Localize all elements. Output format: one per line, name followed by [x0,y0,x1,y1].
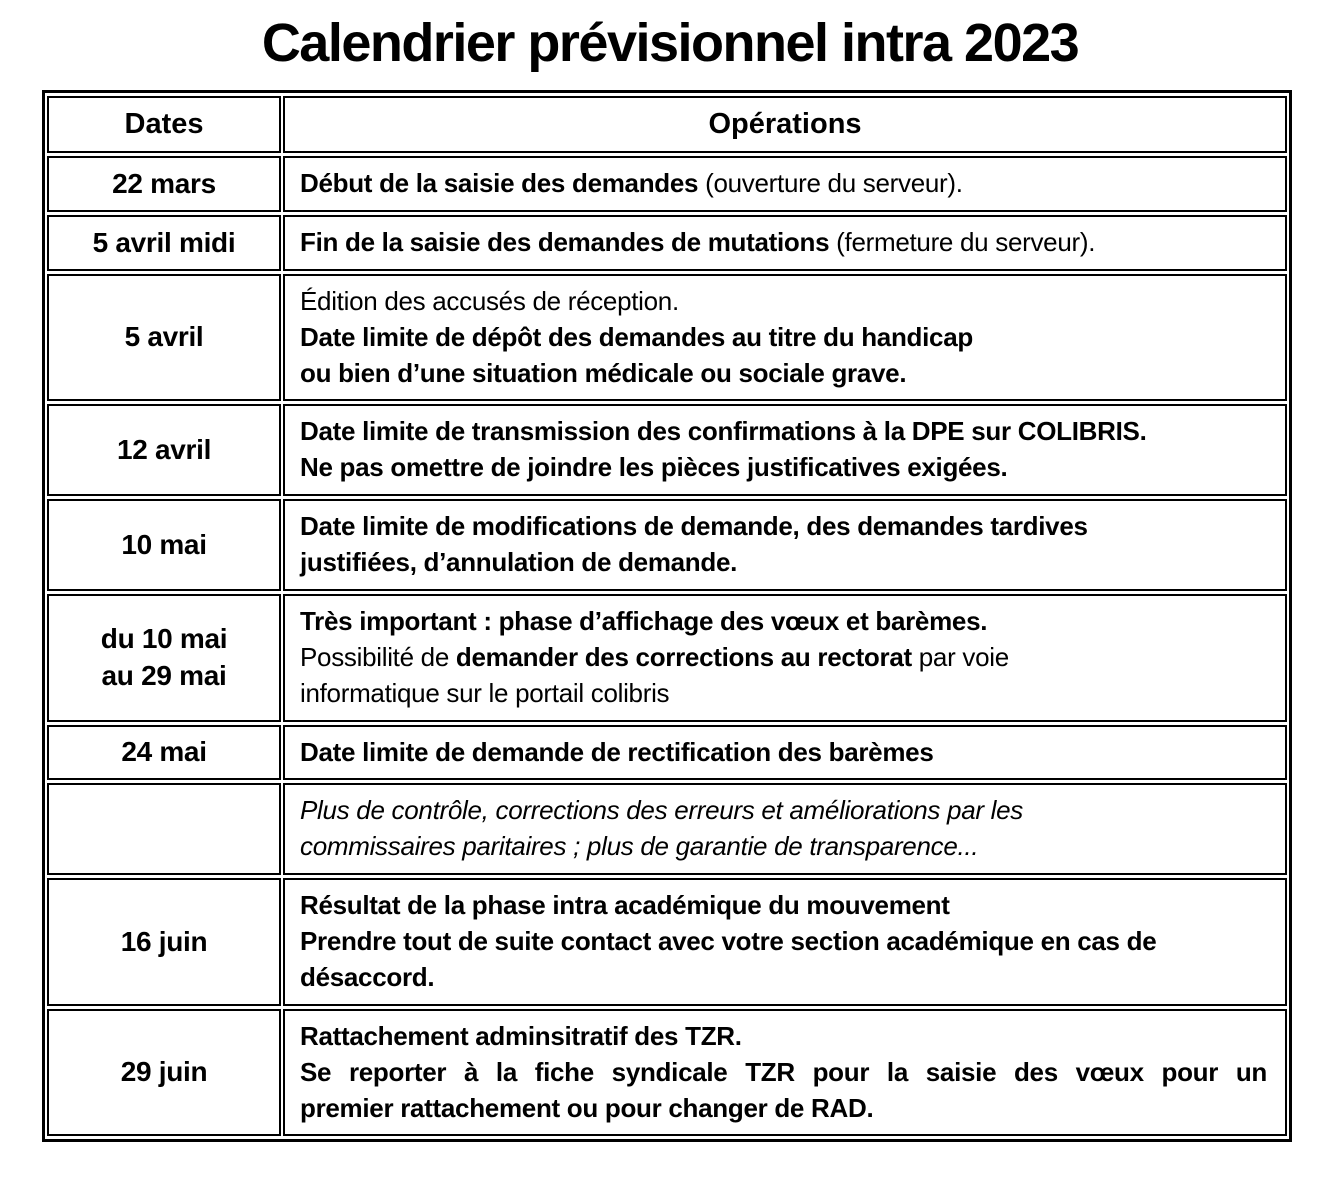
operation-text-line: Prendre tout de suite contact avec votre section académique en cas de [300,926,1157,957]
table-row [47,215,1287,271]
date-text: du 10 mai [100,623,228,655]
date-cell [47,594,281,722]
table-row [47,878,1287,1006]
date-text: 22 mars [112,167,216,199]
date-cell [47,274,281,402]
operation-text-line: Fin de la saisie des demandes de mutations (fermeture du serveur). [300,226,1096,257]
date-text: 10 mai [121,528,207,560]
operation-cell [283,156,1287,212]
table-header-row [47,96,1287,153]
operation-text-line: Rattachement adminsitratif des TZR. [300,1020,742,1051]
date-text: 29 juin [120,1056,208,1088]
date-cell [47,215,281,271]
operation-cell [283,1009,1287,1137]
date-text: 5 avril midi [92,226,236,258]
table-row [47,156,1287,212]
date-cell [47,156,281,212]
table-row [47,725,1287,781]
table-row [47,783,1287,875]
operation-text-line: Début de la saisie des demandes (ouverture du serveur). [300,168,963,199]
date-cell [47,1009,281,1137]
operation-cell [283,274,1287,402]
date-cell [47,404,281,496]
operation-text-line: ou bien d’une situation médicale ou sociale grave. [300,357,907,388]
operation-cell [283,594,1287,722]
date-cell [47,725,281,781]
operation-cell [283,725,1287,781]
date-text: 12 avril [116,434,212,466]
operation-cell [283,499,1287,591]
table-row [47,404,1287,496]
operation-text-line: Plus de contrôle, corrections des erreurs et améliorations par les [300,795,1023,826]
operation-text-line: informatique sur le portail colibris [300,677,670,708]
operation-text-line: Date limite de modifications de demande, des demandes tardives [300,511,1088,542]
date-text: au 29 mai [101,659,227,691]
operation-text-line: commissaires paritaires ; plus de garantie de transparence... [300,831,979,862]
date-cell [47,878,281,1006]
table-row [47,274,1287,402]
operation-cell [283,783,1287,875]
date-cell [47,499,281,591]
operation-text-line: Très important : phase d’affichage des vœux et barèmes. [300,605,988,636]
operation-text-line: Résultat de la phase intra académique du mouvement [300,890,950,921]
operation-cell [283,404,1287,496]
column-header-operations: Opérations [283,96,1287,153]
operation-text-line: Date limite de dépôt des demandes au titre du handicap [300,321,973,352]
date-text: 5 avril [124,321,204,353]
page-title: Calendrier prévisionnel intra 2023 [261,13,1079,73]
operation-text-line: justifiées, d’annulation de demande. [300,547,738,578]
date-cell [47,783,281,875]
date-text: 24 mai [121,736,207,768]
operation-text-line: Possibilité de demander des corrections au rectorat par voie [300,641,1009,672]
operation-cell [283,878,1287,1006]
table-row [47,1009,1287,1137]
column-header-dates: Dates [47,96,281,153]
table-row [47,499,1287,591]
calendar-table [42,90,1292,1142]
date-text: 16 juin [120,925,208,957]
table-row [47,594,1287,722]
operation-text-line: Se reporter à la fiche syndicale TZR pour la saisie des vœux pour un [300,1056,1267,1087]
calendar-table-body [47,156,1287,1136]
operation-text-line: Ne pas omettre de joindre les pièces justificatives exigées. [300,452,1008,483]
operation-text-line: désaccord. [300,961,435,992]
operation-text-line: Édition des accusés de réception. [300,285,679,316]
operation-text-line: Date limite de demande de rectification des barèmes [300,736,934,767]
operation-cell [283,215,1287,271]
operation-text-line: premier rattachement ou pour changer de RAD. [300,1092,874,1123]
operation-text-line: Date limite de transmission des confirmations à la DPE sur COLIBRIS. [300,416,1147,447]
